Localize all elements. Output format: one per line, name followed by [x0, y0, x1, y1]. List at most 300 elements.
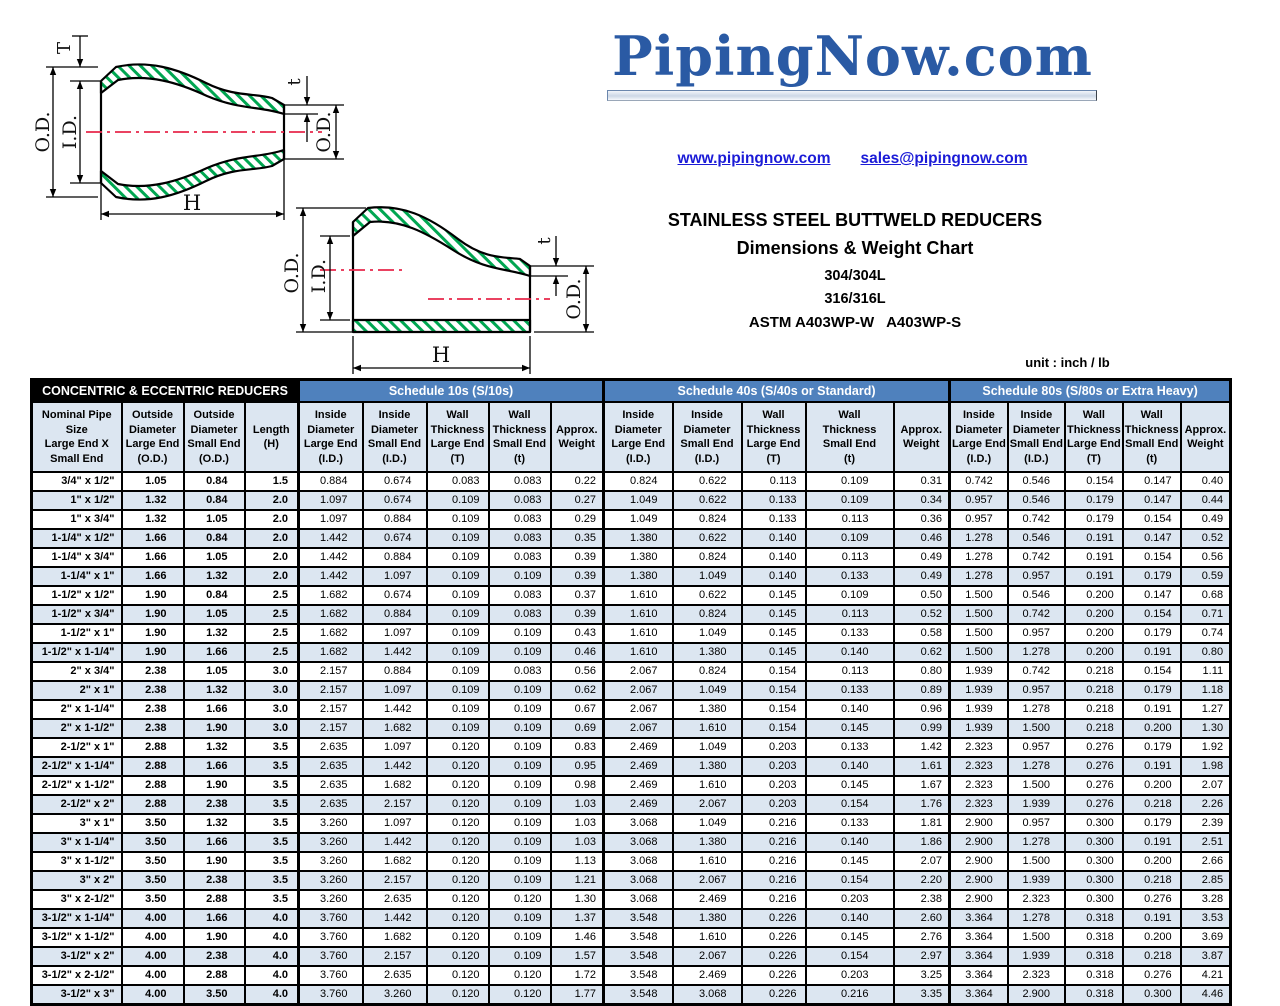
dim-label-t-small: t [284, 78, 305, 86]
cell: 0.71 [1181, 605, 1231, 624]
cell: 2" x 1-1/4" [32, 700, 122, 719]
cell: 0.154 [806, 947, 894, 966]
cell: 0.109 [427, 624, 489, 643]
cell: 0.674 [363, 491, 427, 510]
cell: 1.500 [950, 605, 1008, 624]
cell: 0.120 [427, 757, 489, 776]
cell: 0.191 [1123, 643, 1181, 662]
cell: 0.120 [427, 776, 489, 795]
unit-label: unit : inch / lb [1025, 355, 1110, 370]
cell: 1.610 [673, 928, 742, 947]
cell: 0.27 [551, 491, 604, 510]
cell: 0.109 [427, 605, 489, 624]
dim-label-od-right: O.D. [563, 278, 585, 320]
cell: 1.097 [363, 624, 427, 643]
cell: 3.50 [122, 833, 184, 852]
cell: 0.276 [1123, 966, 1181, 985]
cell: 1.66 [122, 548, 184, 567]
cell: 2.0 [245, 567, 299, 586]
email-link[interactable]: sales@pipingnow.com [860, 150, 1028, 167]
cell: 0.109 [427, 662, 489, 681]
cell: 3-1/2" x 2" [32, 947, 122, 966]
cell: 1.46 [551, 928, 604, 947]
cell: 0.216 [742, 890, 806, 909]
cell: 2.76 [894, 928, 950, 947]
cell: 0.120 [427, 833, 489, 852]
cell: 1.442 [299, 529, 363, 548]
cell: 2.635 [299, 776, 363, 795]
cell: 2.5 [245, 605, 299, 624]
cell: 4.00 [122, 947, 184, 966]
cell: 3-1/2" x 1-1/2" [32, 928, 122, 947]
cell: 1.097 [363, 681, 427, 700]
cell: 2.469 [604, 776, 673, 795]
cell: 1.049 [673, 814, 742, 833]
cell: 2.323 [950, 776, 1008, 795]
cell: 1.77 [551, 985, 604, 1005]
cell: 1.32 [184, 624, 245, 643]
cell: 0.154 [1123, 605, 1181, 624]
cell: 1-1/2" x 1/2" [32, 586, 122, 605]
table-row [32, 700, 1231, 719]
cell: 0.133 [742, 510, 806, 529]
cell: 1.13 [551, 852, 604, 871]
cell: 2.157 [363, 871, 427, 890]
cell: 0.49 [894, 548, 950, 567]
table-row [32, 548, 1231, 567]
cell: 4.0 [245, 985, 299, 1005]
astm-spec: ASTM A403WP-W A403WP-S [748, 314, 962, 331]
cell: 1.380 [673, 643, 742, 662]
cell: 0.884 [363, 510, 427, 529]
cell: 0.113 [742, 472, 806, 491]
cell: 0.120 [427, 966, 489, 985]
cell: 3.25 [894, 966, 950, 985]
cell: 0.179 [1123, 681, 1181, 700]
cell: 1.097 [299, 491, 363, 510]
column-header: Approx. Weight [894, 402, 950, 472]
table-row [32, 947, 1231, 966]
cell: 0.74 [1181, 624, 1231, 643]
cell: 0.674 [363, 472, 427, 491]
cell: 0.154 [742, 681, 806, 700]
cell: 1.66 [184, 643, 245, 662]
cell: 0.84 [184, 472, 245, 491]
cell: 0.957 [950, 491, 1008, 510]
cell: 1.500 [1008, 719, 1065, 738]
cell: 2.88 [122, 738, 184, 757]
cell: 1.442 [363, 643, 427, 662]
cell: 0.957 [1008, 681, 1065, 700]
cell: 0.179 [1065, 510, 1123, 529]
cell: 0.083 [489, 605, 551, 624]
cell: 3.5 [245, 738, 299, 757]
cell: 0.276 [1123, 890, 1181, 909]
dim-label-od-left: O.D. [281, 252, 303, 294]
cell: 0.200 [1065, 586, 1123, 605]
cell: 2.85 [1181, 871, 1231, 890]
cell: 2.38 [122, 681, 184, 700]
cell: 3.068 [673, 985, 742, 1005]
cell: 1.278 [950, 567, 1008, 586]
cell: 0.300 [1065, 871, 1123, 890]
cell: 3.068 [604, 890, 673, 909]
cell: 1.500 [950, 643, 1008, 662]
cell: 1.097 [363, 738, 427, 757]
cell: 0.109 [489, 700, 551, 719]
cell: 0.218 [1065, 681, 1123, 700]
table-row [32, 567, 1231, 586]
cell: 0.147 [1123, 529, 1181, 548]
table-row [32, 681, 1231, 700]
cell: 3.364 [950, 985, 1008, 1005]
cell: 1.097 [299, 510, 363, 529]
group-band: Schedule 10s (S/10s) [299, 380, 604, 403]
cell: 1.380 [673, 833, 742, 852]
cell: 0.203 [806, 966, 894, 985]
cell: 0.083 [489, 548, 551, 567]
cell: 0.109 [489, 643, 551, 662]
column-header: Wall Thickness Small End (t) [1123, 402, 1181, 472]
cell: 3.5 [245, 871, 299, 890]
cell: 2.157 [299, 700, 363, 719]
cell: 0.179 [1123, 624, 1181, 643]
column-header: Wall Thickness Small End (t) [489, 402, 551, 472]
cell: 0.109 [489, 738, 551, 757]
website-link[interactable]: www.pipingnow.com [677, 150, 831, 167]
cell: 3.53 [1181, 909, 1231, 928]
cell: 0.191 [1065, 529, 1123, 548]
cell: 0.109 [806, 529, 894, 548]
cell: 0.218 [1123, 947, 1181, 966]
dim-label-id-left: I.D. [59, 114, 81, 150]
cell: 1.66 [184, 700, 245, 719]
cell: 0.200 [1123, 928, 1181, 947]
dim-label-t-small: t [534, 237, 555, 245]
cell: 2.900 [950, 833, 1008, 852]
table-row [32, 966, 1231, 985]
cell: 0.49 [894, 567, 950, 586]
cell: 1-1/2" x 1-1/4" [32, 643, 122, 662]
cell: 0.80 [1181, 643, 1231, 662]
cell: 0.179 [1123, 567, 1181, 586]
cell: 0.191 [1065, 567, 1123, 586]
cell: 4.00 [122, 985, 184, 1005]
cell: 3.50 [122, 814, 184, 833]
cell: 0.109 [489, 795, 551, 814]
cell: 4.0 [245, 909, 299, 928]
cell: 0.179 [1065, 491, 1123, 510]
cell: 3.0 [245, 681, 299, 700]
cell: 3.5 [245, 833, 299, 852]
cell: 3.5 [245, 890, 299, 909]
cell: 0.109 [427, 719, 489, 738]
cell: 1.442 [363, 909, 427, 928]
cell: 3.50 [184, 985, 245, 1005]
cell: 1.32 [122, 491, 184, 510]
cell: 4.00 [122, 966, 184, 985]
cell: 2.900 [950, 871, 1008, 890]
cell: 2.0 [245, 548, 299, 567]
cell: 0.52 [1181, 529, 1231, 548]
cell: 0.113 [806, 662, 894, 681]
cell: 0.113 [806, 605, 894, 624]
page-title: STAINLESS STEEL BUTTWELD REDUCERS [667, 210, 1043, 230]
cell: 0.884 [299, 472, 363, 491]
cell: 0.68 [1181, 586, 1231, 605]
cell: 2.51 [1181, 833, 1231, 852]
column-header: Inside Diameter Small End (I.D.) [673, 402, 742, 472]
cell: 0.226 [742, 966, 806, 985]
cell: 1.442 [363, 833, 427, 852]
cell: 1-1/4" x 3/4" [32, 548, 122, 567]
cell: 3.364 [950, 909, 1008, 928]
cell: 0.154 [742, 719, 806, 738]
cell: 0.957 [1008, 624, 1065, 643]
cell: 0.89 [894, 681, 950, 700]
cell: 0.109 [489, 776, 551, 795]
cell: 0.154 [742, 700, 806, 719]
cell: 0.37 [551, 586, 604, 605]
cell: 1.5 [245, 472, 299, 491]
cell: 0.218 [1065, 700, 1123, 719]
cell: 1.278 [1008, 757, 1065, 776]
cell: 0.109 [489, 947, 551, 966]
cell: 0.300 [1065, 852, 1123, 871]
table-row [32, 605, 1231, 624]
cell: 0.133 [806, 681, 894, 700]
cell: 0.218 [1065, 719, 1123, 738]
cell: 1-1/4" x 1/2" [32, 529, 122, 548]
cell: 0.133 [806, 624, 894, 643]
cell: 1" x 1/2" [32, 491, 122, 510]
cell: 1.81 [894, 814, 950, 833]
cell: 0.216 [742, 833, 806, 852]
cell: 0.113 [806, 548, 894, 567]
cell: 3.548 [604, 947, 673, 966]
cell: 1.42 [894, 738, 950, 757]
cell: 2.88 [122, 757, 184, 776]
cell: 1.939 [950, 662, 1008, 681]
cell: 0.191 [1065, 548, 1123, 567]
cell: 1.32 [184, 567, 245, 586]
table-row [32, 757, 1231, 776]
cell: 0.95 [551, 757, 604, 776]
cell: 0.083 [489, 491, 551, 510]
cell: 1.500 [950, 624, 1008, 643]
cell: 0.109 [806, 491, 894, 510]
cell: 2.38 [184, 795, 245, 814]
cell: 1.939 [950, 719, 1008, 738]
cell: 1.05 [184, 605, 245, 624]
group-band: CONCENTRIC & ECCENTRIC REDUCERS [32, 380, 299, 403]
cell: 1.32 [184, 681, 245, 700]
cell: 0.154 [806, 795, 894, 814]
dim-label-T: T [54, 41, 75, 55]
cell: 0.546 [1008, 491, 1065, 510]
cell: 1.610 [673, 852, 742, 871]
cell: 0.140 [742, 548, 806, 567]
cell: 2.635 [363, 966, 427, 985]
cell: 1.278 [1008, 643, 1065, 662]
cell: 1.90 [122, 586, 184, 605]
cell: 0.43 [551, 624, 604, 643]
cell: 2.469 [604, 738, 673, 757]
cell: 0.824 [604, 472, 673, 491]
dim-label-id-left: I.D. [308, 258, 330, 294]
table-row [32, 662, 1231, 681]
cell: 0.083 [489, 662, 551, 681]
cell: 0.218 [1123, 871, 1181, 890]
cell: 0.147 [1123, 472, 1181, 491]
cell: 0.191 [1123, 833, 1181, 852]
cell: 2.323 [950, 795, 1008, 814]
title-block [555, 210, 1155, 331]
column-header: Inside Diameter Large End (I.D.) [950, 402, 1008, 472]
cell: 0.216 [806, 985, 894, 1005]
cell: 0.622 [673, 491, 742, 510]
cell: 3" x 1" [32, 814, 122, 833]
table-row [32, 814, 1231, 833]
cell: 0.154 [742, 662, 806, 681]
cell: 0.824 [673, 662, 742, 681]
cell: 2.900 [950, 814, 1008, 833]
cell: 2.38 [122, 662, 184, 681]
cell: 2-1/2" x 1-1/2" [32, 776, 122, 795]
cell: 3.50 [122, 890, 184, 909]
cell: 0.109 [489, 624, 551, 643]
cell: 2.5 [245, 624, 299, 643]
cell: 0.109 [489, 928, 551, 947]
cell: 0.84 [184, 586, 245, 605]
cell: 2.38 [184, 947, 245, 966]
cell: 0.179 [1123, 814, 1181, 833]
table-row [32, 624, 1231, 643]
cell: 2.157 [299, 681, 363, 700]
cell: 3.068 [604, 871, 673, 890]
cell: 1.03 [551, 814, 604, 833]
cell: 1.32 [184, 814, 245, 833]
cell: 0.083 [489, 586, 551, 605]
cell: 1.37 [551, 909, 604, 928]
cell: 2.323 [1008, 966, 1065, 985]
cell: 0.276 [1065, 757, 1123, 776]
cell: 2.26 [1181, 795, 1231, 814]
table-row [32, 738, 1231, 757]
cell: 0.140 [806, 909, 894, 928]
cell: 4.21 [1181, 966, 1231, 985]
cell: 2.5 [245, 643, 299, 662]
cell: 1.21 [551, 871, 604, 890]
cell: 1.049 [673, 567, 742, 586]
table-row [32, 510, 1231, 529]
cell: 0.31 [894, 472, 950, 491]
cell: 0.34 [894, 491, 950, 510]
cell: 0.109 [489, 852, 551, 871]
cell: 2.20 [894, 871, 950, 890]
cell: 2.469 [673, 890, 742, 909]
cell: 2.157 [299, 662, 363, 681]
cell: 0.200 [1123, 776, 1181, 795]
cell: 0.133 [742, 491, 806, 510]
cell: 0.742 [1008, 605, 1065, 624]
cell: 1.380 [604, 529, 673, 548]
cell: 0.83 [551, 738, 604, 757]
cell: 1.610 [673, 776, 742, 795]
cell: 0.226 [742, 985, 806, 1005]
cell: 2.39 [1181, 814, 1231, 833]
cell: 0.226 [742, 909, 806, 928]
cell: 1.92 [1181, 738, 1231, 757]
cell: 1.03 [551, 795, 604, 814]
cell: 3.0 [245, 662, 299, 681]
column-header: Wall Thickness Large End (T) [427, 402, 489, 472]
cell: 1.380 [604, 548, 673, 567]
cell: 0.957 [1008, 814, 1065, 833]
cell: 0.226 [742, 947, 806, 966]
cell: 3.5 [245, 776, 299, 795]
cell: 0.56 [551, 662, 604, 681]
cell: 0.145 [742, 605, 806, 624]
cell: 0.120 [427, 852, 489, 871]
cell: 1.27 [1181, 700, 1231, 719]
cell: 0.59 [1181, 567, 1231, 586]
cell: 0.318 [1065, 909, 1123, 928]
cell: 3.260 [299, 814, 363, 833]
cell: 1.30 [1181, 719, 1231, 738]
cell: 0.29 [551, 510, 604, 529]
cell: 2.900 [1008, 985, 1065, 1005]
cell: 2.88 [184, 966, 245, 985]
cell: 4.46 [1181, 985, 1231, 1005]
cell: 2.469 [604, 795, 673, 814]
cell: 3.548 [604, 985, 673, 1005]
cell: 2.66 [1181, 852, 1231, 871]
cell: 0.109 [489, 833, 551, 852]
cell: 1.682 [299, 643, 363, 662]
cell: 0.36 [894, 510, 950, 529]
cell: 3.28 [1181, 890, 1231, 909]
cell: 0.824 [673, 605, 742, 624]
cell: 2.067 [604, 662, 673, 681]
cell: 0.203 [806, 890, 894, 909]
dim-label-H: H [182, 191, 202, 215]
cell: 1.610 [604, 624, 673, 643]
table-row [32, 871, 1231, 890]
cell: 0.39 [551, 567, 604, 586]
cell: 0.179 [1123, 738, 1181, 757]
cell: 0.546 [1008, 586, 1065, 605]
cell: 0.133 [806, 814, 894, 833]
cell: 2.07 [894, 852, 950, 871]
cell: 4.0 [245, 947, 299, 966]
cell: 3.760 [299, 928, 363, 947]
cell: 0.200 [1065, 605, 1123, 624]
cell: 0.824 [673, 510, 742, 529]
cell: 0.46 [894, 529, 950, 548]
group-band: Schedule 40s (S/40s or Standard) [604, 380, 950, 403]
cell: 0.120 [427, 928, 489, 947]
cell: 0.674 [363, 529, 427, 548]
cell: 0.35 [551, 529, 604, 548]
cell: 0.083 [427, 472, 489, 491]
cell: 0.120 [427, 814, 489, 833]
cell: 1.097 [363, 567, 427, 586]
column-header: Approx. Weight [1181, 402, 1231, 472]
cell: 0.99 [894, 719, 950, 738]
cell: 0.109 [427, 681, 489, 700]
grade-304: 304/304L [824, 268, 886, 284]
